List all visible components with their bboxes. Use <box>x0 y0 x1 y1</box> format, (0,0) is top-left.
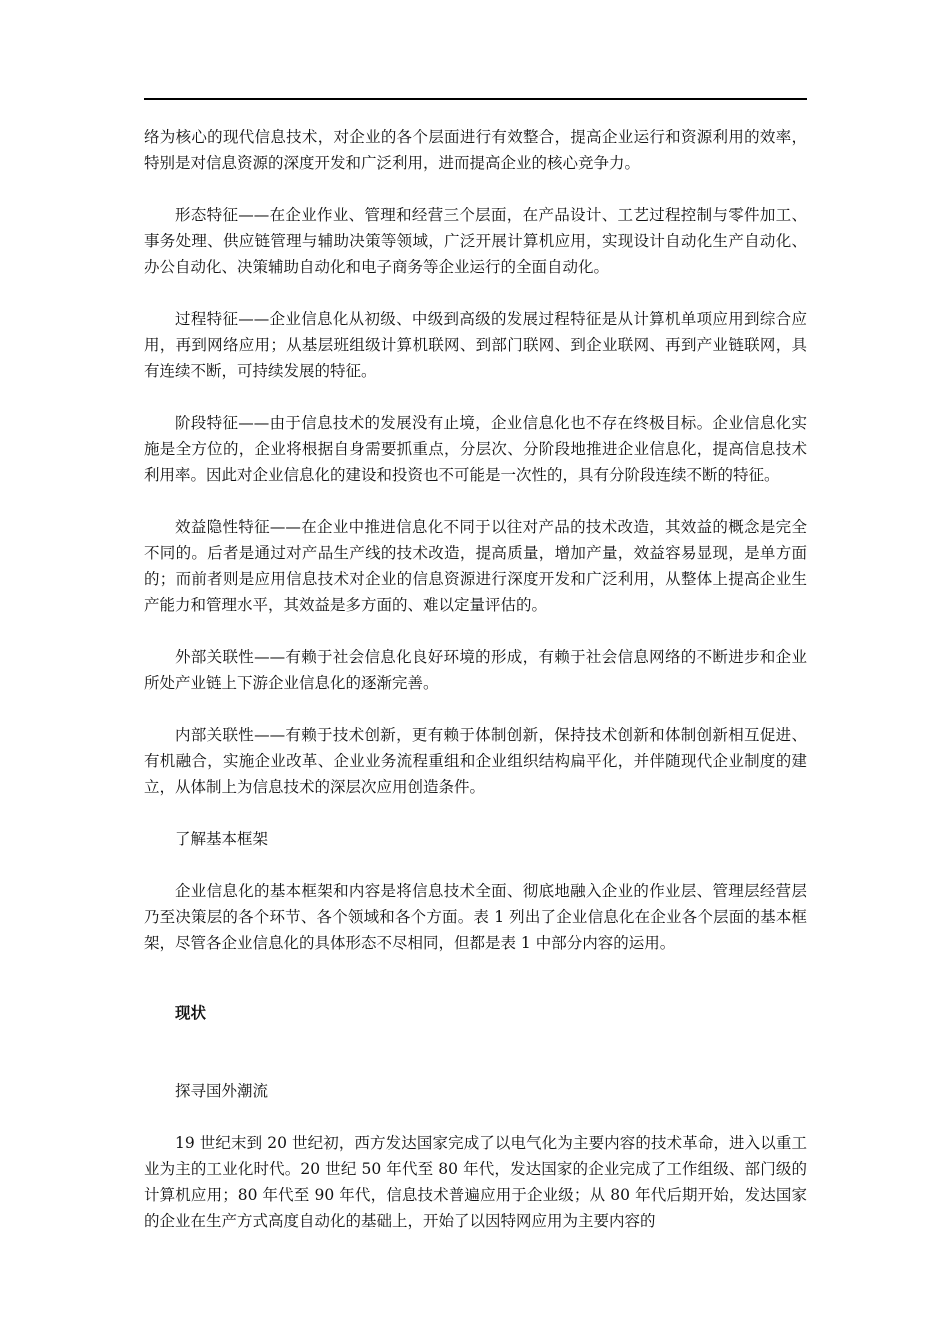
header-rule <box>144 98 807 100</box>
subheading-basic-framework: 了解基本框架 <box>175 830 269 848</box>
paragraph-external-relevance: 外部关联性——有赖于社会信息化良好环境的形成，有赖于社会信息网络的不断进步和企业所处产业链上下游企业信息化的逐渐完善。 <box>144 648 807 692</box>
section-heading-status: 现状 <box>175 1003 207 1022</box>
paragraph-form-feature: 形态特征——在企业作业、管理和经营三个层面，在产品设计、工艺过程控制与零件加工、事务处理、供应链管理与辅助决策等领域，广泛开展计算机应用，实现设计自动化生产自动化、办公自动化、决策辅助自动化和电子商务等企业运行的全面自动化。 <box>144 206 807 276</box>
paragraph-continuation: 络为核心的现代信息技术，对企业的各个层面进行有效整合，提高企业运行和资源利用的效率，特别是对信息资源的深度开发和广泛利用，进而提高企业的核心竞争力。 <box>144 128 807 172</box>
paragraph-framework: 企业信息化的基本框架和内容是将信息技术全面、彻底地融入企业的作业层、管理层经营层乃至决策层的各个环节、各个领域和各个方面。表 1 列出了企业信息化在企业各个层面的基本框架，尽管各企业信息化的具体形态不尽相同，但都是表 1 中部分内容的运用。 <box>144 882 807 952</box>
paragraph-internal-relevance: 内部关联性——有赖于技术创新，更有赖于体制创新，保持技术创新和体制创新相互促进、有机融合，实施企业改革、企业业务流程重组和企业组织结构扁平化，并伴随现代企业制度的建立，从体制上为信息技术的深层次应用创造条件。 <box>144 726 807 796</box>
paragraph-history: 19 世纪末到 20 世纪初，西方发达国家完成了以电气化为主要内容的技术革命，进入以重工业为主的工业化时代。20 世纪 50 年代至 80 年代，发达国家的企业完成了工作组级、部门级的计算机应用；80 年代至 90 年代，信息技术普遍应用于企业级；从 80 年代后期开始，发达国家的企业在生产方式高度自动化的基础上，开始了以因特网应用为主要内容的 <box>144 1134 807 1230</box>
subheading-foreign-trends: 探寻国外潮流 <box>175 1082 269 1100</box>
paragraph-process-feature: 过程特征——企业信息化从初级、中级到高级的发展过程特征是从计算机单项应用到综合应用，再到网络应用；从基层班组级计算机联网、到部门联网、到企业联网、再到产业链联网，具有连续不断，可持续发展的特征。 <box>144 310 807 380</box>
paragraph-benefit-feature: 效益隐性特征——在企业中推进信息化不同于以往对产品的技术改造，其效益的概念是完全不同的。后者是通过对产品生产线的技术改造，提高质量，增加产量，效益容易显现，是单方面的；而前者则是应用信息技术对企业的信息资源进行深度开发和广泛利用，从整体上提高企业生产能力和管理水平，其效益是多方面的、难以定量评估的。 <box>144 518 807 614</box>
paragraph-stage-feature: 阶段特征——由于信息技术的发展没有止境，企业信息化也不存在终极目标。企业信息化实施是全方位的，企业将根据自身需要抓重点，分层次、分阶段地推进企业信息化，提高信息技术利用率。因此对企业信息化的建设和投资也不可能是一次性的，具有分阶段连续不断的特征。 <box>144 414 807 484</box>
document-body <box>144 124 807 1234</box>
